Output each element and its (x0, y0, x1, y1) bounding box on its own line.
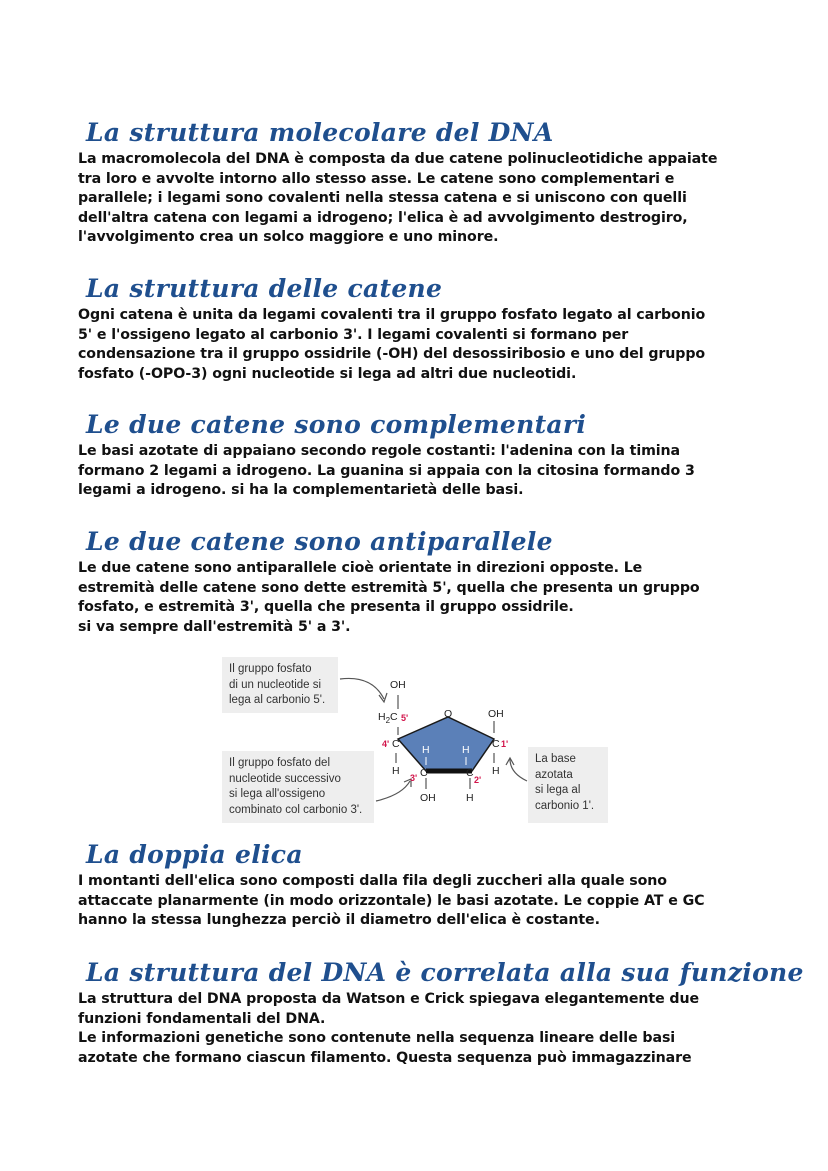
callout-line: azotata (535, 768, 573, 781)
text-line: hanno la stessa lunghezza perciò il diametro dell'elica è costante. (78, 912, 600, 928)
text-line: condensazione tra il gruppo ossidrile (-OH) del desossiribosio e uno del gruppo (78, 346, 706, 362)
atom-label: H (422, 744, 430, 756)
atom-label: H (392, 765, 400, 777)
section-catene-antiparallele (78, 527, 758, 637)
text-line: formano 2 legami a idrogeno. La guanina si appaia con la citosina formando 3 (78, 462, 695, 479)
section-doppia-elica (78, 840, 758, 931)
text-line: Le due catene sono antiparallele cioè orientate in direzioni opposte. Le (78, 560, 643, 576)
atom-h: H (378, 711, 386, 723)
section-body (78, 442, 758, 501)
section-struttura-funzione (78, 958, 804, 1068)
callout-line: lega al carbonio 5'. (229, 694, 326, 706)
text-line: La macromolecola del DNA è composta da due catene polinucleotidiche appaiate (78, 151, 718, 167)
carbon-number: 4' (382, 739, 390, 749)
carbon-number: 2' (474, 775, 482, 785)
carbon-number: 3' (410, 773, 418, 783)
text-line: tra loro e avvolte intorno allo stesso asse. Le catene sono complementari e (78, 170, 675, 187)
atom-label (378, 711, 398, 725)
atom-label: C (420, 767, 428, 779)
callout-line: di un nucleotide si (229, 678, 322, 691)
arrow-bottom (376, 781, 410, 801)
atom-label: H (466, 792, 474, 804)
section-title: La struttura delle catene (86, 274, 443, 303)
callout-line: si lega all'ossigeno (229, 788, 326, 800)
deoxyribose-figure (222, 655, 608, 827)
text-line: 5' e l'ossigeno legato al carbonio 3'. I legami covalenti si formano per (78, 326, 629, 343)
section-body (78, 306, 758, 384)
atom-label: OH (390, 679, 406, 691)
sugar-structure (222, 655, 608, 827)
text-line: Ogni catena è unita da legami covalenti tra il gruppo fosfato legato al carbonio (78, 307, 706, 323)
carbon-number: 5' (401, 713, 409, 723)
section-body (78, 990, 758, 1068)
text-line: fosfato, e estremità 3', quella che presenta il gruppo ossidrile. (78, 599, 574, 615)
callout-line: nucleotide successivo (229, 772, 341, 785)
callout-line: Il gruppo fosfato (229, 663, 312, 675)
section-struttura-molecolare (78, 118, 758, 248)
section-title: Le due catene sono complementari (86, 410, 587, 439)
section-title: La struttura molecolare del DNA (86, 118, 554, 147)
atom-label: O (444, 708, 453, 720)
callout-line: Il gruppo fosfato del (229, 757, 331, 769)
atom-label: C (392, 738, 400, 750)
text-line: funzioni fondamentali del DNA. (78, 1010, 326, 1027)
atom-label: C (492, 738, 500, 750)
callout-line: La base (535, 753, 576, 765)
section-body (78, 872, 758, 931)
atom-label: H (492, 765, 500, 777)
arrow-top (340, 678, 384, 699)
text-line: attaccate planarmente (in modo orizzontale) le basi azotate. Le coppie AT e GC (78, 892, 705, 909)
section-struttura-catene (78, 274, 758, 384)
text-line: La struttura del DNA proposta da Watson e Crick spiegava elegantemente due (78, 991, 700, 1007)
text-line: dell'altra catena con legami a idrogeno; l'elica è ad avvolgimento destrogiro, (78, 209, 688, 226)
text-line: azotate che formano ciascun filamento. Questa sequenza può immagazzinare (78, 1049, 692, 1066)
atom-sub: 2 (385, 716, 391, 725)
text-line: legami a idrogeno. si ha la complementarietà delle basi. (78, 482, 524, 498)
atom-label: OH (420, 792, 436, 804)
atom-label: OH (488, 708, 504, 720)
atom-label: C (466, 767, 474, 779)
callout-line: combinato col carbonio 3'. (229, 803, 363, 816)
callout-line: si lega al (535, 784, 581, 796)
text-line: Le basi azotate di appaiano secondo regole costanti: l'adenina con la timina (78, 443, 680, 459)
section-title: La doppia elica (86, 840, 303, 869)
section-title: La struttura del DNA è correlata alla sua funzione (86, 958, 804, 987)
text-line: l'avvolgimento crea un solco maggiore e uno minore. (78, 229, 499, 245)
text-line: Le informazioni genetiche sono contenute nella sequenza lineare delle basi (78, 1030, 676, 1046)
atom-label: H (462, 744, 470, 756)
section-title: Le due catene sono antiparallele (86, 527, 553, 556)
carbon-number: 1' (501, 739, 509, 749)
callout-line: carbonio 1'. (535, 799, 595, 812)
text-line: estremità delle catene sono dette estremità 5', quella che presenta un gruppo (78, 579, 700, 596)
text-line: fosfato (-OPO-3) ogni nucleotide si lega ad altri due nucleotidi. (78, 365, 577, 382)
sugar-ring (398, 717, 494, 771)
atom-c: C (390, 711, 398, 723)
text-line: parallele; i legami sono covalenti nella stessa catena e si uniscono con quelli (78, 190, 687, 206)
text-line: I montanti dell'elica sono composti dalla fila degli zuccheri alla quale sono (78, 873, 667, 889)
section-body (78, 150, 758, 248)
text-line: si va sempre dall'estremità 5' a 3'. (78, 618, 351, 635)
section-body (78, 559, 758, 637)
section-catene-complementari (78, 410, 758, 501)
